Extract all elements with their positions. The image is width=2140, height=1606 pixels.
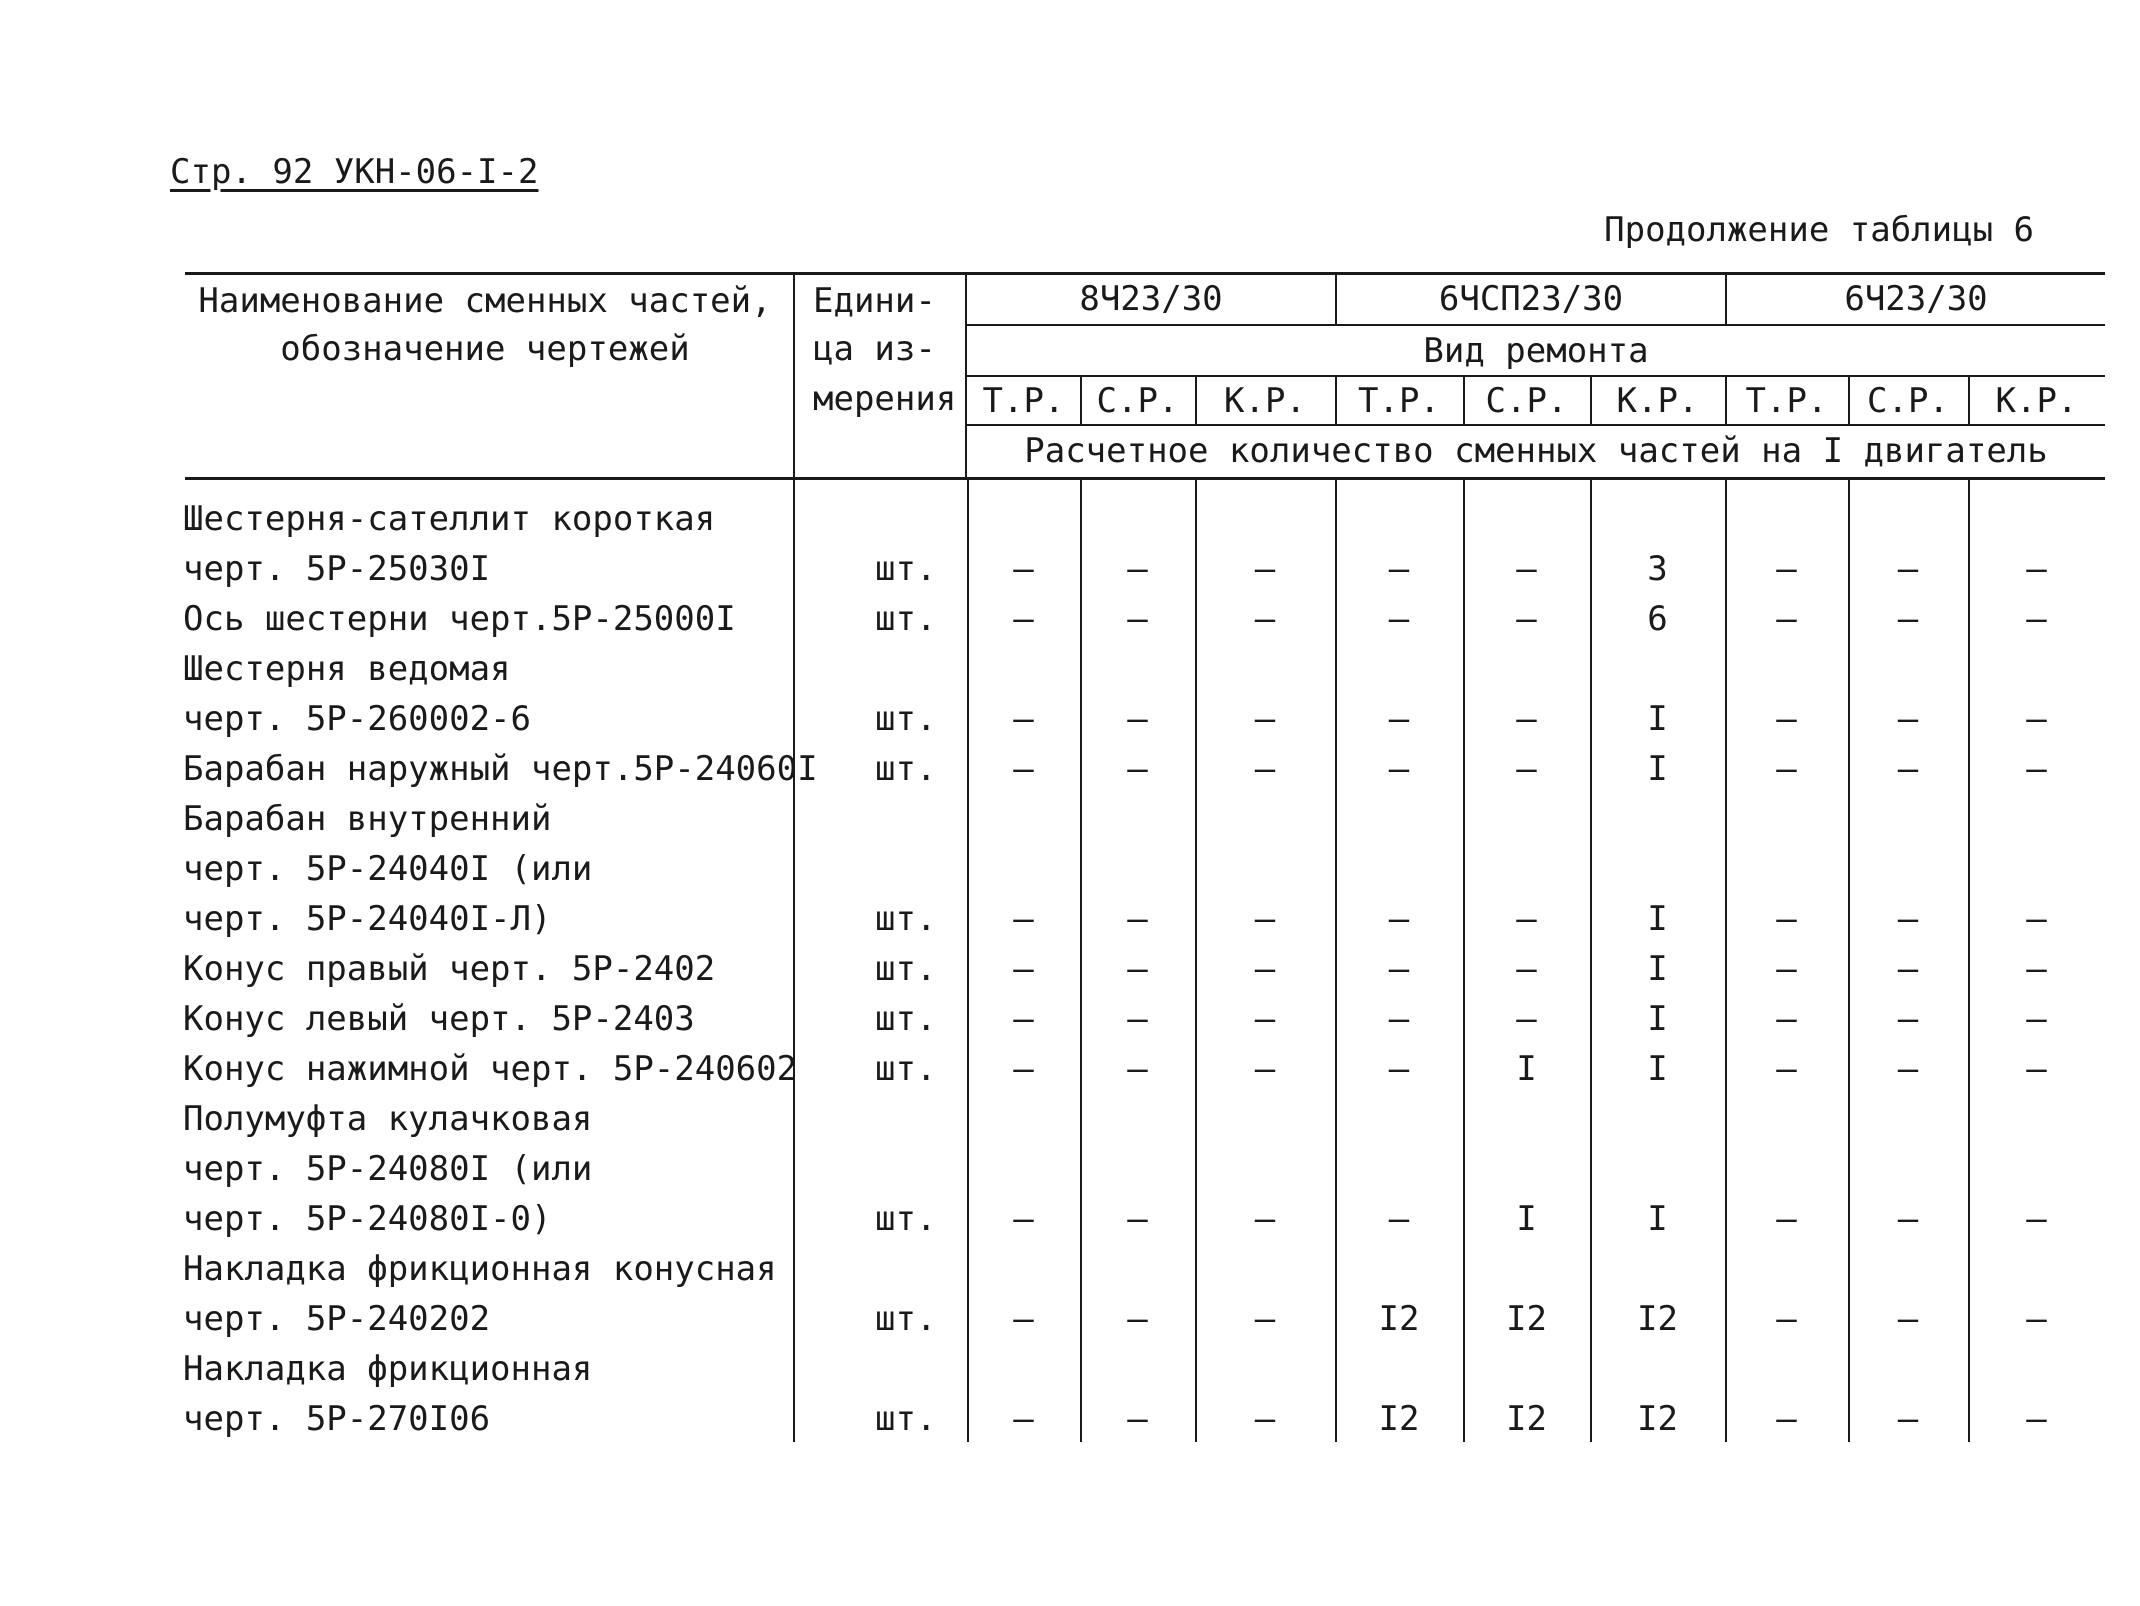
quantity-cell: I2 bbox=[1637, 1299, 1678, 1339]
unit-cell: шт. bbox=[875, 949, 937, 989]
quantity-cell: — bbox=[1516, 749, 1537, 789]
quantity-cell: I2 bbox=[1378, 1399, 1420, 1439]
quantity-cell: I bbox=[1516, 1049, 1537, 1089]
quantity-cell: — bbox=[1254, 1299, 1276, 1339]
unit-cell: шт. bbox=[875, 1049, 937, 1089]
part-name-line: черт. 5Р-24080I-0) bbox=[183, 1199, 552, 1239]
quantity-cell: — bbox=[1516, 549, 1537, 589]
repair-col-header: К.Р. bbox=[1995, 381, 2078, 421]
quantity-cell: 6 bbox=[1647, 599, 1668, 639]
quantity-cell: — bbox=[1776, 599, 1797, 639]
part-name-line: черт. 5Р-240202 bbox=[183, 1299, 491, 1339]
quantity-cell: I bbox=[1647, 1049, 1668, 1089]
quantity-cell: I2 bbox=[1506, 1299, 1547, 1339]
quantity-cell: — bbox=[1127, 999, 1148, 1039]
quantity-cell: — bbox=[2026, 749, 2047, 789]
part-name-line: черт. 5Р-24040I-Л) bbox=[183, 899, 552, 939]
repair-col-header: Т.Р. bbox=[1358, 381, 1440, 421]
quantity-cell: — bbox=[1388, 749, 1410, 789]
quantity-cell: — bbox=[2026, 899, 2047, 939]
continuation-label: Продолжение таблицы 6 bbox=[1604, 210, 2034, 250]
unit-cell: шт. bbox=[875, 1199, 937, 1239]
quantity-cell: — bbox=[1388, 899, 1410, 939]
engine-header-2: 6ЧСП23/30 bbox=[1438, 279, 1624, 319]
quantity-cell: — bbox=[2026, 1299, 2047, 1339]
quantity-cell: — bbox=[1516, 999, 1537, 1039]
quantity-cell: — bbox=[1254, 949, 1276, 989]
quantity-cell: — bbox=[1776, 949, 1797, 989]
part-name-line: черт. 5Р-25030I bbox=[183, 549, 491, 589]
quantity-cell: I2 bbox=[1506, 1399, 1547, 1439]
quantity-cell: — bbox=[1127, 1299, 1148, 1339]
quantity-cell: — bbox=[1776, 899, 1797, 939]
part-name-line: Накладка фрикционная конусная bbox=[183, 1249, 777, 1289]
quantity-cell: — bbox=[1897, 999, 1919, 1039]
quantity-cell: — bbox=[1254, 1399, 1276, 1439]
quantity-cell: I bbox=[1647, 1199, 1668, 1239]
name-col-header-1: Наименование сменных частей, bbox=[198, 281, 772, 321]
quantity-cell: — bbox=[2026, 699, 2047, 739]
part-name-line: черт. 5Р-260002-6 bbox=[183, 699, 531, 739]
unit-cell: шт. bbox=[875, 1399, 937, 1439]
quantity-cell: — bbox=[1013, 699, 1034, 739]
part-name-line: Конус нажимной черт. 5Р-240602 bbox=[183, 1049, 798, 1089]
quantity-cell: — bbox=[2026, 1399, 2047, 1439]
quantity-cell: 3 bbox=[1647, 549, 1668, 589]
quantity-cell: — bbox=[2026, 1199, 2047, 1239]
quantity-cell: — bbox=[2026, 999, 2047, 1039]
repair-col-divider bbox=[1590, 375, 1592, 425]
quantity-cell: — bbox=[1776, 1399, 1797, 1439]
unit-cell: шт. bbox=[875, 749, 937, 789]
part-name-line: Шестерня-сателлит короткая bbox=[183, 499, 716, 539]
quantity-cell: I bbox=[1647, 999, 1668, 1039]
repair-col-divider bbox=[1335, 375, 1337, 425]
repair-col-header: С.Р. bbox=[1485, 381, 1568, 421]
repair-col-header: Т.Р. bbox=[982, 381, 1065, 421]
unit-col-header-2: ца из- bbox=[813, 329, 936, 369]
quantity-cell: — bbox=[1388, 949, 1410, 989]
quantity-cell: — bbox=[1388, 999, 1410, 1039]
quantity-cell: — bbox=[1897, 549, 1919, 589]
spare-parts-table bbox=[185, 272, 2105, 1450]
quantity-cell: I bbox=[1647, 899, 1668, 939]
repair-col-header: К.Р. bbox=[1616, 381, 1699, 421]
quantity-cell: I bbox=[1516, 1199, 1537, 1239]
name-col-header-2: обозначение чертежей bbox=[280, 329, 690, 369]
repair-col-header: Т.Р. bbox=[1745, 381, 1828, 421]
quantity-cell: — bbox=[2026, 599, 2047, 639]
unit-col-header-1: Едини- bbox=[813, 281, 936, 321]
part-name-line: черт. 5Р-24040I (или bbox=[183, 849, 593, 889]
quantity-cell: — bbox=[1013, 1049, 1034, 1089]
engine-header-1: 8Ч23/30 bbox=[1079, 279, 1223, 319]
quantity-cell: — bbox=[1254, 549, 1276, 589]
quantity-cell: — bbox=[1254, 1199, 1276, 1239]
quantity-cell: — bbox=[1776, 999, 1797, 1039]
quantity-cell: — bbox=[1516, 599, 1537, 639]
repair-col-divider bbox=[1968, 375, 1970, 425]
quantity-cell: — bbox=[1388, 1199, 1410, 1239]
quantity-cell: — bbox=[1127, 599, 1148, 639]
unit-cell: шт. bbox=[875, 599, 937, 639]
page-ref: Стр. 92 УКН-06-I-2 bbox=[170, 152, 539, 192]
repair-col-divider bbox=[1463, 375, 1465, 425]
quantity-cell: I bbox=[1647, 699, 1668, 739]
quantity-cell: — bbox=[1897, 1399, 1919, 1439]
quantity-cell: — bbox=[1127, 1199, 1148, 1239]
quantity-cell: — bbox=[1897, 1049, 1919, 1089]
quantity-cell: — bbox=[2026, 949, 2047, 989]
quantity-cell: — bbox=[1127, 1399, 1148, 1439]
part-name-line: Конус левый черт. 5Р-2403 bbox=[183, 999, 695, 1039]
quantity-cell: — bbox=[1776, 699, 1797, 739]
quantity-cell: — bbox=[1254, 749, 1276, 789]
repair-col-divider bbox=[1725, 375, 1727, 425]
quantity-cell: — bbox=[2026, 549, 2047, 589]
engine-header-3: 6Ч23/30 bbox=[1844, 279, 1988, 319]
name-col-divider bbox=[793, 272, 795, 1442]
quantity-cell: — bbox=[1013, 999, 1034, 1039]
quantity-cell: — bbox=[1254, 599, 1276, 639]
part-name-line: Полумуфта кулачковая bbox=[183, 1099, 593, 1139]
quantity-cell: — bbox=[1897, 699, 1919, 739]
quantity-cell: — bbox=[2026, 1049, 2047, 1089]
quantity-cell: — bbox=[1897, 949, 1919, 989]
quantity-cell: I2 bbox=[1378, 1299, 1420, 1339]
quantity-cell: I2 bbox=[1637, 1399, 1678, 1439]
quantity-cell: — bbox=[1776, 1299, 1797, 1339]
quantity-cell: I bbox=[1647, 949, 1668, 989]
quantity-cell: — bbox=[1516, 949, 1537, 989]
quantity-header: Расчетное количество сменных частей на I двигатель bbox=[1024, 431, 2048, 471]
quantity-cell: — bbox=[1776, 749, 1797, 789]
quantity-cell: — bbox=[1127, 749, 1148, 789]
quantity-cell: — bbox=[1127, 549, 1148, 589]
quantity-cell: — bbox=[1388, 549, 1410, 589]
header-bottom-line bbox=[185, 477, 2105, 480]
repair-col-header: С.Р. bbox=[1096, 381, 1179, 421]
quantity-cell: — bbox=[1388, 1049, 1410, 1089]
quantity-cell: I bbox=[1647, 749, 1668, 789]
quantity-cell: — bbox=[1013, 1299, 1034, 1339]
quantity-cell: — bbox=[1516, 699, 1537, 739]
part-name-line: черт. 5Р-24080I (или bbox=[183, 1149, 593, 1189]
part-name-line: Ось шестерни черт.5Р-25000I bbox=[183, 599, 736, 639]
repair-col-divider bbox=[1080, 375, 1082, 425]
quantity-cell: — bbox=[1897, 1299, 1919, 1339]
part-name-line: Накладка фрикционная bbox=[183, 1349, 593, 1389]
quantity-cell: — bbox=[1127, 1049, 1148, 1089]
quantity-cell: — bbox=[1254, 1049, 1276, 1089]
repair-col-header: С.Р. bbox=[1867, 381, 1949, 421]
quantity-cell: — bbox=[1776, 549, 1797, 589]
quantity-cell: — bbox=[1516, 899, 1537, 939]
quantity-cell: — bbox=[1013, 599, 1034, 639]
quantity-cell: — bbox=[1897, 749, 1919, 789]
quantity-cell: — bbox=[1897, 599, 1919, 639]
quantity-cell: — bbox=[1776, 1049, 1797, 1089]
unit-cell: шт. bbox=[875, 549, 937, 589]
quantity-cell: — bbox=[1013, 949, 1034, 989]
quantity-cell: — bbox=[1013, 749, 1034, 789]
unit-cell: шт. bbox=[875, 699, 937, 739]
quantity-cell: — bbox=[1127, 899, 1148, 939]
part-name-line: Конус правый черт. 5Р-2402 bbox=[183, 949, 716, 989]
unit-col-header-3: мерения bbox=[813, 379, 957, 419]
part-name-line: Шестерня ведомая bbox=[183, 649, 511, 689]
part-name-line: Барабан внутренний bbox=[183, 799, 552, 839]
repair-col-divider bbox=[1848, 375, 1850, 425]
quantity-cell: — bbox=[1388, 699, 1410, 739]
quantity-cell: — bbox=[1127, 699, 1148, 739]
unit-cell: шт. bbox=[875, 899, 937, 939]
quantity-cell: — bbox=[1897, 1199, 1919, 1239]
quantity-cell: — bbox=[1776, 1199, 1797, 1239]
quantity-cell: — bbox=[1897, 899, 1919, 939]
quantity-cell: — bbox=[1254, 699, 1276, 739]
quantity-cell: — bbox=[1013, 1199, 1034, 1239]
quantity-cell: — bbox=[1127, 949, 1148, 989]
part-name-line: Барабан наружный черт.5Р-24060I bbox=[183, 749, 818, 789]
quantity-cell: — bbox=[1254, 899, 1276, 939]
repair-col-header: К.Р. bbox=[1224, 381, 1306, 421]
quantity-cell: — bbox=[1388, 599, 1410, 639]
quantity-cell: — bbox=[1013, 899, 1034, 939]
unit-cell: шт. bbox=[875, 1299, 937, 1339]
unit-cell: шт. bbox=[875, 999, 937, 1039]
quantity-cell: — bbox=[1254, 999, 1276, 1039]
part-name-line: черт. 5Р-270I06 bbox=[183, 1399, 491, 1439]
quantity-cell: — bbox=[1013, 1399, 1034, 1439]
quantity-cell: — bbox=[1013, 549, 1034, 589]
repair-type-header: Вид ремонта bbox=[1423, 331, 1649, 371]
repair-col-divider bbox=[1195, 375, 1197, 425]
